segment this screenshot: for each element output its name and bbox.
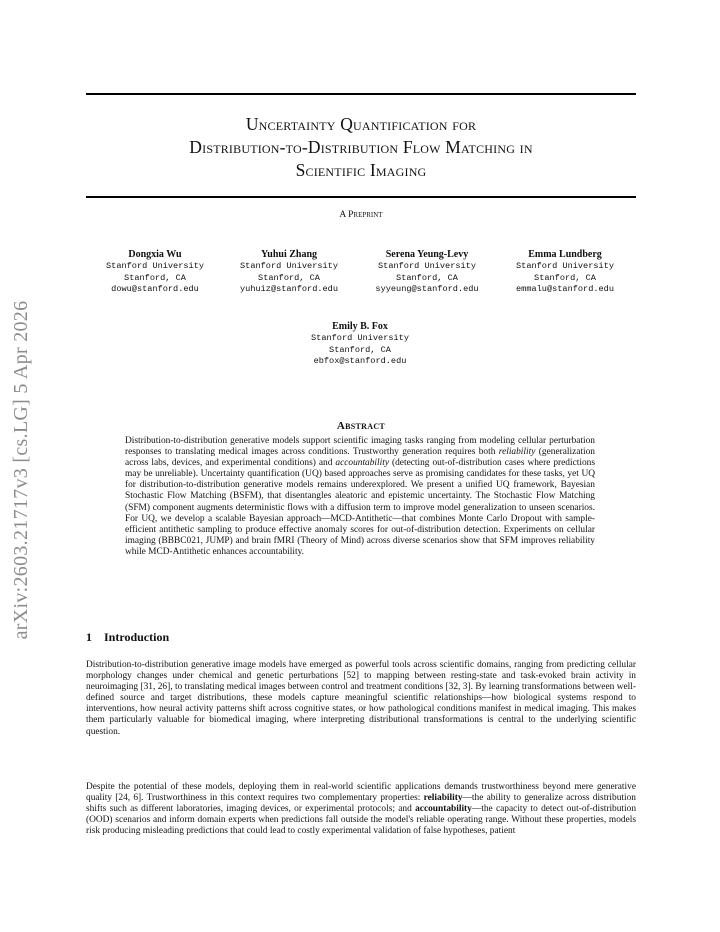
intro-paragraph-2 xyxy=(86,782,636,837)
author-block xyxy=(291,320,429,368)
abstract-text-part: (detecting out-of-distribution cases where predictions may be unreliable). Uncertainty quantification (UQ) based approaches serve as promising candidates for these tasks, yet UQ for distribution-to-distribution generative models remains underexplored. We present a unified UQ framework, Bayesian Stochastic Flow Matching (BSFM), that disentangles aleatoric and epistemic uncertainty. The Stochastic Flow Matching (SFM) component augments deterministic flows with a diffusion term to improve model generalization to unseen scenarios. For UQ, we develop a scalable Bayesian approach—MCD-Antithetic—that combines Monte Carlo Dropout with sample-efficient antithetic sampling to produce effective anomaly scores for out-of-distribution detection. Experiments on cellular imaging (BBBC021, JUMP) and brain fMRI (Theory of Mind) across diverse scenarios show that SFM improves reliability while MCD-Antithetic enhances accountability. xyxy=(125,458,595,557)
author-affiliation: Stanford University xyxy=(240,261,338,271)
author-block xyxy=(358,248,496,296)
bold-term-reliability: reliability xyxy=(423,793,463,804)
author-block xyxy=(496,248,634,296)
section-number: 1 xyxy=(86,630,92,644)
abstract-emphasis-accountability: accountability xyxy=(335,458,390,469)
author-location: Stanford, CA xyxy=(329,344,391,355)
author-name: Emily B. Fox xyxy=(332,321,388,332)
section-heading xyxy=(86,630,169,645)
abstract-text xyxy=(125,436,595,558)
author-email[interactable]: syyeung@stanford.edu xyxy=(375,284,479,294)
author-block xyxy=(220,248,358,296)
author-location: Stanford, CA xyxy=(396,272,458,283)
abstract-text-part: Distribution-to-distribution generative models support scientific imaging tasks ranging from modeling cellular perturbation responses to translating medical images across conditions. Trustworthy generation requires both xyxy=(125,436,595,458)
title-line-2: Distribution-to-Distribution Flow Matching in xyxy=(189,137,533,157)
author-location: Stanford, CA xyxy=(534,272,596,283)
author-email[interactable]: ebfox@stanford.edu xyxy=(313,356,407,366)
author-email[interactable]: yuhuiz@stanford.edu xyxy=(240,284,338,294)
abstract-emphasis-reliability: reliability xyxy=(498,447,536,458)
paragraph-text-part: —the capacity to detect out-of-distribution (OOD) scenarios and inform domain experts when predictions fall outside the model's reliable operating range. Without these properties, models risk producing misleading predictions that could lead to costly experimental validation of false hypotheses, patient xyxy=(86,804,637,837)
arxiv-identifier: arXiv:2603.21717v3 [cs.LG] 5 Apr 2026 xyxy=(10,300,32,640)
author-email[interactable]: emmalu@stanford.edu xyxy=(516,284,614,294)
author-name: Dongxia Wu xyxy=(128,249,182,260)
author-name: Serena Yeung-Levy xyxy=(385,249,469,260)
paragraph-text-part: Despite the potential of these models, deploying them in real-world scientific applications demands trustworthiness beyond mere generative quality [24, 6]. Trustworthiness in this context requires two complementary properties: xyxy=(86,782,636,804)
paragraph-text-part: —the ability to generalize across distribution shifts such as different laboratories, imaging devices, or experimental protocols; and xyxy=(86,793,636,815)
abstract-text-part: (generalization across labs, devices, and experimental conditions) and xyxy=(125,447,595,469)
author-affiliation: Stanford University xyxy=(311,333,409,343)
author-name: Emma Lundberg xyxy=(528,249,602,260)
abstract-heading: Abstract xyxy=(336,420,386,432)
author-email[interactable]: dowu@stanford.edu xyxy=(111,284,199,294)
title-line-1: Uncertainty Quantification for xyxy=(245,114,477,134)
preprint-label: A Preprint xyxy=(339,210,383,220)
author-name: Yuhui Zhang xyxy=(260,249,318,260)
bold-term-accountability: accountability xyxy=(415,804,472,815)
author-affiliation: Stanford University xyxy=(516,261,614,271)
author-affiliation: Stanford University xyxy=(378,261,476,271)
section-title: Introduction xyxy=(104,630,170,644)
paper-title xyxy=(86,113,636,182)
intro-paragraph-1: Distribution-to-distribution generative image models have emerged as powerful tools across scientific domains, ranging from predicting cellular morphology changes under chemical and genetic perturbations [52] to mapping between resting-state and task-evoked brain activity in neuroimaging [31, 26], to translating medical images between control and treatment conditions [32, 3]. By learning transformations between well-defined source and target distributions, these models capture meaningful scientific relationships—how biological systems respond to interventions, how neural activity patterns shift across cognitive states, or how pathological conditions manifest in medical imaging. This makes them particularly valuable for biomedical imaging, where interpreting distributional transformations is central to the underlying scientific question. xyxy=(86,660,636,737)
title-line-3: Scientific Imaging xyxy=(295,160,427,180)
author-affiliation: Stanford University xyxy=(106,261,204,271)
title-bottom-rule xyxy=(86,196,636,198)
author-location: Stanford, CA xyxy=(124,272,186,283)
author-location: Stanford, CA xyxy=(258,272,320,283)
author-block xyxy=(86,248,224,296)
title-top-rule xyxy=(86,93,636,95)
